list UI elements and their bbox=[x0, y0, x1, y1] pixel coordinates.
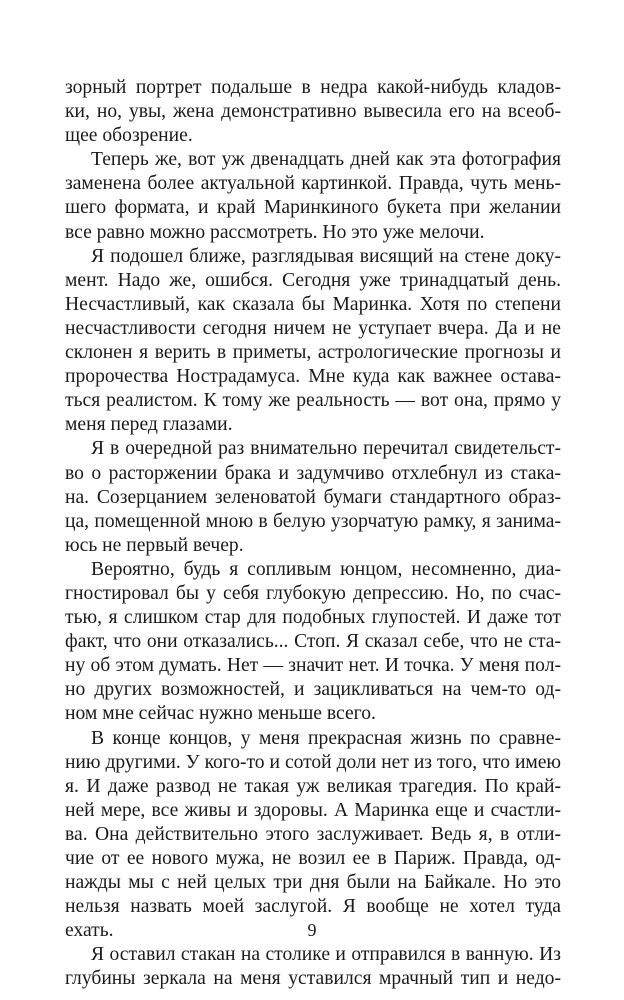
text-line: Теперь же, вот уж двенадцать дней как эта фотография bbox=[91, 149, 561, 171]
text-line: ехать. bbox=[65, 920, 114, 942]
paragraph bbox=[65, 245, 561, 438]
text-line: нию другими. У кого-то и сотой доли нет из того, что имею bbox=[65, 751, 561, 773]
text-line: ки, но, увы, жена демонстративно вывесила его на всеоб- bbox=[65, 101, 561, 123]
text-line: ном мне сейчас нужно меньше всего. bbox=[65, 703, 376, 725]
text-line: во о расторжении брака и задумчиво отхлебнул из стака- bbox=[65, 462, 561, 484]
paragraph bbox=[65, 727, 561, 944]
text-line: щее обозрение. bbox=[65, 125, 193, 147]
paragraph bbox=[65, 558, 561, 727]
text-line: Несчастливый, как сказала бы Маринка. Хотя по степени bbox=[65, 293, 561, 315]
text-line: Я в очередной раз внимательно перечитал свидетельст- bbox=[91, 438, 561, 460]
text-line: Вероятно, будь я сопливым юнцом, несомненно, диа- bbox=[91, 558, 561, 580]
text-line: мент. Надо же, ошибся. Сегодня уже тринадцатый день. bbox=[65, 269, 561, 291]
text-line: я. И даже развод не такая уж великая трагедия. По край- bbox=[65, 775, 561, 797]
text-line: глубины зеркала на меня уставился мрачный тип и недо- bbox=[65, 968, 561, 990]
text-line: несчастливости сегодня ничем не уступает вчера. Да и не bbox=[65, 317, 561, 339]
text-line: Я подошел ближе, разглядывая висящий на стене доку- bbox=[91, 245, 561, 267]
text-line: ться реалистом. К тому же реальность — вот она, прямо у bbox=[65, 390, 561, 412]
text-line: факт, что они отказались... Стоп. Я сказал себе, что не ста- bbox=[65, 631, 561, 653]
text-line: нельзя назвать моей заслугой. Я вообще не хотел туда bbox=[65, 896, 561, 918]
text-line: меня перед глазами. bbox=[65, 414, 233, 436]
text-line: ца, помещенной мною в белую узорчатую рамку, я занима- bbox=[65, 510, 561, 532]
paragraph bbox=[65, 437, 561, 557]
text-line: чие от ее нового мужа, не возил ее в Париж. Правда, од- bbox=[65, 848, 561, 869]
text-line: ней мере, все живы и здоровы. А Маринка еще и счастли- bbox=[65, 799, 561, 821]
text-line: но других возможностей, и зацикливаться на чем-то од- bbox=[65, 679, 561, 701]
text-line: гностировал бы у себя глубокую депрессию. Но, по счас- bbox=[65, 582, 561, 604]
body-text bbox=[65, 76, 561, 992]
page-number: 9 bbox=[307, 920, 317, 940]
paragraph bbox=[65, 148, 561, 244]
text-line: на. Созерцанием зеленоватой бумаги стандартного образ- bbox=[65, 486, 561, 508]
text-line: шего формата, и край Маринкиного букета при желании bbox=[65, 197, 561, 219]
text-line: ва. Она действительно этого заслуживает. Ведь я, в отли- bbox=[65, 823, 561, 845]
text-line: заменена более актуальной картинкой. Правда, чуть мень- bbox=[65, 173, 561, 195]
paragraph bbox=[65, 943, 561, 991]
text-line: Я оставил стакан на столике и отправился в ванную. Из bbox=[91, 944, 561, 966]
text-line: тью, я слишком стар для подобных глупостей. И даже тот bbox=[65, 607, 561, 629]
text-line: все равно можно рассмотреть. Но это уже мелочи. bbox=[65, 221, 485, 243]
text-line: пророчества Нострадамуса. Мне куда как важнее остава- bbox=[65, 366, 561, 388]
text-line: юсь не первый вечер. bbox=[65, 534, 244, 556]
text-line: ну об этом думать. Нет — значит нет. И точка. У меня пол- bbox=[65, 655, 561, 677]
text-line: В конце концов, у меня прекрасная жизнь по сравне- bbox=[91, 727, 561, 749]
paragraph bbox=[65, 76, 561, 148]
text-line: зорный портрет подальше в недра какой-нибудь кладов- bbox=[65, 77, 561, 98]
text-line: нажды мы с ней целых три дня были на Байкале. Но это bbox=[65, 872, 561, 894]
text-line: склонен я верить в приметы, астрологические прогнозы и bbox=[65, 342, 561, 364]
